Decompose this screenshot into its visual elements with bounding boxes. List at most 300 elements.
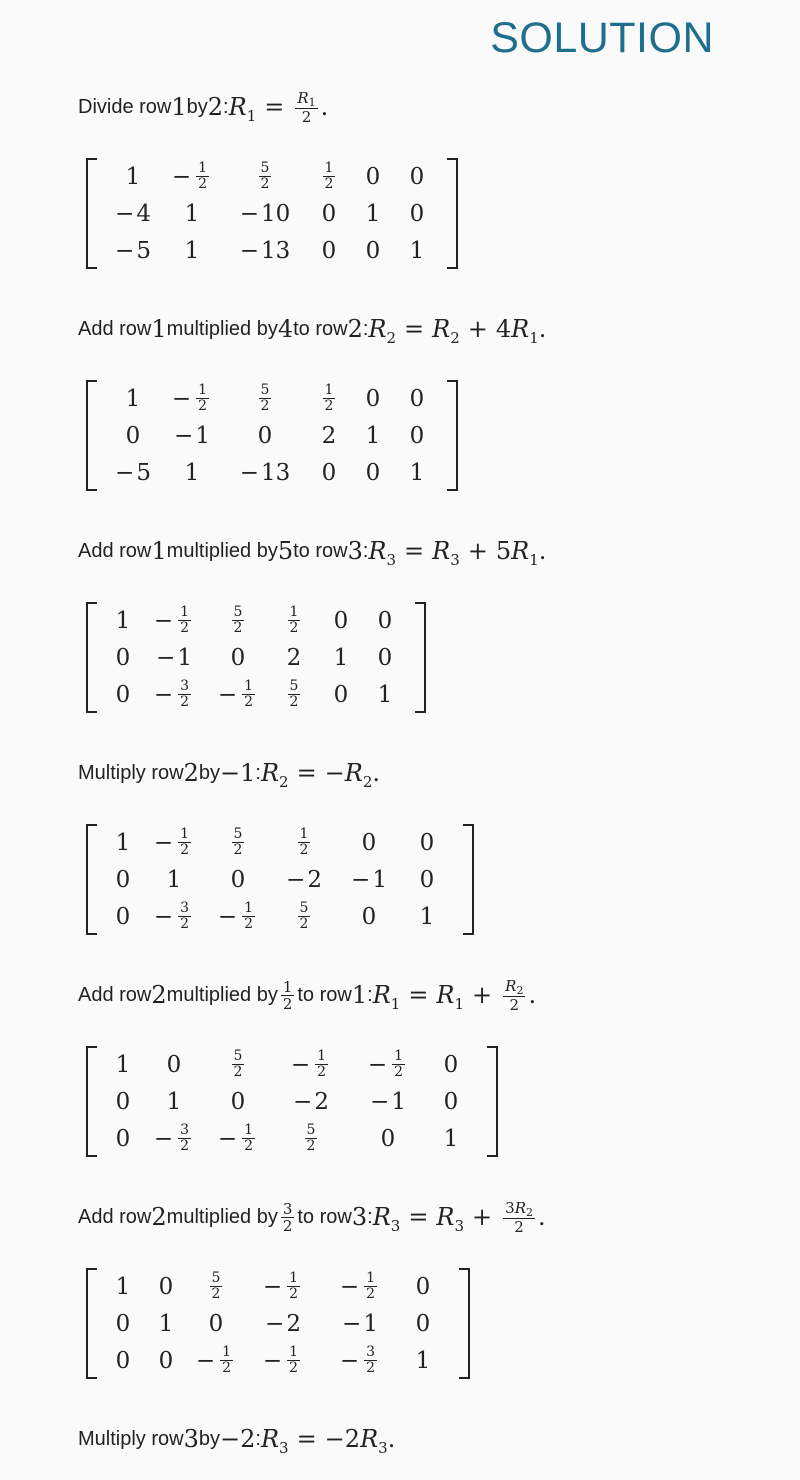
fraction-denominator: 2 (180, 620, 190, 636)
math-number: . (538, 315, 547, 343)
fraction-denominator: 2 (180, 916, 190, 932)
cell-value: 1 (177, 644, 192, 671)
matrix-cell (223, 158, 307, 195)
cell-value: 0 (115, 1125, 131, 1152)
cell-value: 0 (409, 422, 425, 449)
math-operator: = (408, 981, 429, 1009)
fraction-numerator: 1 (317, 1048, 327, 1064)
matrix-cell (351, 232, 395, 269)
fraction-denominator: 2 (180, 1138, 190, 1154)
minus-sign: − (217, 1125, 238, 1152)
solution-heading: SOLUTION (490, 14, 714, 62)
matrix-cell (141, 1120, 207, 1157)
matrix-cell (207, 824, 269, 861)
matrix-cell (325, 1268, 395, 1305)
right-bracket (487, 1046, 498, 1157)
cell-value: 0 (158, 1347, 174, 1374)
matrix-cell (105, 861, 141, 898)
math-number: . (387, 1425, 396, 1453)
matrix-cell (207, 1120, 269, 1157)
matrix-cell (395, 1268, 451, 1305)
matrix-cell (307, 454, 351, 491)
cell-value: 0 (361, 829, 377, 856)
minus-sign: − (115, 237, 135, 264)
row-subscript: 1 (308, 95, 316, 109)
fraction-numerator: 5 (260, 382, 270, 398)
right-bracket (447, 158, 458, 269)
row-subscript: 1 (529, 329, 539, 347)
minus-sign: − (339, 1347, 360, 1374)
fraction-numerator (295, 90, 317, 109)
fraction-denominator: 2 (366, 1286, 376, 1302)
matrix-cell (105, 676, 141, 713)
row-subscript: 2 (279, 773, 289, 791)
fraction-numerator: 3 (180, 678, 190, 694)
fraction-denominator: 2 (509, 995, 520, 1014)
matrix-cell (141, 1046, 207, 1083)
cell-value: 0 (419, 829, 435, 856)
matrix-cell (141, 1342, 191, 1379)
matrix-cell (223, 232, 307, 269)
fraction-denominator: 2 (289, 1286, 299, 1302)
cell-value: 0 (377, 644, 393, 671)
text-run: : (362, 317, 369, 340)
math-number: − (324, 759, 345, 787)
matrix-cell (207, 898, 269, 935)
text-run: to row (293, 539, 348, 562)
matrix-grid (97, 158, 447, 269)
fraction-denominator: 2 (289, 694, 299, 710)
math-number: 1 (151, 537, 167, 565)
text-run: : (367, 983, 373, 1006)
matrix-cell (325, 1342, 395, 1379)
matrix-cell (105, 232, 161, 269)
matrix-cell (161, 417, 223, 454)
minus-sign: − (153, 1125, 174, 1152)
fraction-numerator: 5 (260, 160, 270, 176)
augmented-matrix (86, 824, 474, 935)
step-text (78, 1194, 546, 1240)
fraction-denominator: 2 (324, 398, 334, 414)
text-run: : (223, 95, 229, 118)
fraction (315, 1049, 328, 1080)
text-run: Divide row (78, 95, 172, 118)
matrix-cell (269, 861, 339, 898)
cell-value: 1 (125, 385, 141, 412)
minus-sign: − (217, 681, 238, 708)
matrix-cell (269, 1046, 353, 1083)
cell-value: 1 (365, 422, 381, 449)
fraction (196, 161, 209, 192)
minus-sign: − (115, 200, 135, 227)
fraction-numerator: 1 (289, 604, 299, 620)
matrix-cell (339, 861, 399, 898)
matrix-cell (105, 1046, 141, 1083)
cell-value: 1 (115, 829, 131, 856)
matrix-cell (399, 898, 455, 935)
row-reference: $R_3$ (368, 537, 397, 569)
matrix-cell (351, 158, 395, 195)
left-bracket (86, 824, 97, 935)
matrix-cell (307, 417, 351, 454)
matrix-cell (353, 1083, 423, 1120)
matrix-cell (423, 1120, 479, 1157)
row-reference: $R_2$ (432, 315, 460, 347)
row-subscript: 1 (246, 107, 257, 125)
cell-value: 0 (166, 1051, 182, 1078)
cell-value: 1 (195, 422, 210, 449)
matrix-cell (105, 602, 141, 639)
matrix-cell (319, 676, 363, 713)
matrix-cell (269, 898, 339, 935)
matrix-cell (141, 898, 207, 935)
cell-value: 1 (115, 607, 131, 634)
fraction-numerator: 1 (394, 1048, 404, 1064)
text-run: multiplied by (166, 317, 278, 340)
fraction-denominator: 2 (301, 107, 312, 126)
matrix-cell (161, 158, 223, 195)
fraction (288, 605, 301, 636)
fraction (287, 1345, 300, 1376)
matrix-cell (207, 1046, 269, 1083)
math-number: 4 (495, 315, 512, 343)
minus-sign: − (171, 385, 192, 412)
fraction (178, 1123, 191, 1154)
cell-value: 1 (443, 1125, 459, 1152)
fraction (392, 1049, 405, 1080)
matrix-cell (223, 380, 307, 417)
cell-value: 0 (409, 163, 425, 190)
fraction (242, 1123, 255, 1154)
matrix-cell (207, 1083, 269, 1120)
matrix-cell (319, 602, 363, 639)
fraction-numerator: 1 (299, 826, 309, 842)
matrix-cell (399, 861, 455, 898)
cell-value: 0 (365, 237, 381, 264)
cell-value: 1 (333, 644, 349, 671)
fraction (178, 827, 191, 858)
fraction (323, 383, 336, 414)
matrix-cell (161, 380, 223, 417)
matrix-cell (399, 824, 455, 861)
cell-value: 0 (419, 866, 435, 893)
fraction-denominator: 2 (324, 176, 334, 192)
minus-sign: − (153, 903, 174, 930)
row-subscript: 2 (526, 1205, 533, 1219)
math-number: 1 (171, 93, 187, 121)
row-subscript: 2 (362, 773, 373, 791)
math-number: 2 (207, 93, 224, 121)
cell-value: 1 (125, 163, 141, 190)
cell-value: 5 (136, 237, 151, 264)
fraction-denominator: 2 (282, 994, 293, 1013)
fraction-denominator: 2 (299, 916, 309, 932)
matrix-cell (395, 232, 439, 269)
matrix-cell (423, 1046, 479, 1083)
fraction (364, 1271, 377, 1302)
matrix-cell (223, 417, 307, 454)
cell-value: 0 (115, 644, 131, 671)
math-operator: + (472, 1203, 493, 1231)
cell-value: 0 (365, 385, 381, 412)
fraction (242, 679, 255, 710)
left-bracket (86, 380, 97, 491)
matrix-grid (97, 602, 415, 713)
row-reference: $R_2$ (260, 759, 289, 791)
cell-value: 0 (380, 1125, 396, 1152)
matrix-cell (325, 1305, 395, 1342)
matrix-cell (307, 380, 351, 417)
matrix-cell (105, 1268, 141, 1305)
cell-value: 0 (230, 866, 246, 893)
row-reference: $R_2$ (368, 315, 397, 347)
fraction-numerator: 5 (289, 678, 299, 694)
text-run: : (367, 1205, 373, 1228)
fraction-denominator: 2 (233, 1064, 243, 1080)
fraction (242, 901, 255, 932)
matrix-cell (207, 676, 269, 713)
math-number: . (372, 759, 381, 787)
math-number: 2 (151, 981, 167, 1009)
fraction-denominator: 2 (180, 694, 190, 710)
fraction-numerator: 1 (289, 1344, 299, 1360)
matrix-cell (105, 417, 161, 454)
math-number: . (538, 1203, 546, 1231)
minus-sign: − (174, 422, 194, 449)
matrix-cell (105, 1083, 141, 1120)
fraction-denominator: 2 (244, 916, 254, 932)
matrix-cell (319, 639, 363, 676)
fraction-numerator: 1 (289, 1270, 299, 1286)
fraction-numerator: 3 (366, 1344, 376, 1360)
matrix-grid (97, 1046, 487, 1157)
cell-value: 0 (409, 200, 425, 227)
matrix-cell (141, 1305, 191, 1342)
matrix-cell (395, 1305, 451, 1342)
matrix-cell (353, 1046, 423, 1083)
minus-sign: − (217, 903, 238, 930)
fraction (323, 161, 336, 192)
row-reference: $R_1$ (511, 315, 539, 347)
matrix-cell (307, 232, 351, 269)
cell-value: 0 (443, 1051, 459, 1078)
minus-sign: − (239, 459, 259, 486)
step-text (78, 528, 546, 574)
matrix-cell (105, 1305, 141, 1342)
row-subscript: 1 (390, 995, 401, 1013)
text-run: multiplied by (166, 539, 278, 562)
matrix-cell (269, 1120, 353, 1157)
matrix-cell (339, 898, 399, 935)
row-subscript: 3 (450, 551, 460, 569)
left-bracket (86, 158, 97, 269)
cell-value: 0 (415, 1273, 431, 1300)
text-run: Multiply row (78, 1427, 184, 1450)
minus-sign: − (370, 1088, 390, 1115)
cell-value: 0 (257, 422, 273, 449)
cell-value: 4 (136, 200, 151, 227)
text-run: : (255, 1427, 261, 1450)
fraction-numerator: 1 (366, 1270, 376, 1286)
matrix-cell (191, 1305, 241, 1342)
math-operator: = (404, 537, 425, 565)
matrix-cell (141, 676, 207, 713)
cell-value: 1 (391, 1088, 406, 1115)
text-run: Add row (78, 983, 152, 1006)
matrix-cell (105, 1342, 141, 1379)
math-number: 5 (277, 537, 294, 565)
matrix-cell (423, 1083, 479, 1120)
text-run: to row (297, 1205, 352, 1228)
math-number: . (538, 537, 547, 565)
fraction-denominator: 2 (282, 1216, 293, 1235)
matrix-cell (395, 417, 439, 454)
fraction (232, 827, 245, 858)
math-operator: + (467, 315, 488, 343)
cell-value: 1 (372, 866, 387, 893)
cell-value: 0 (115, 903, 131, 930)
text-run: by (198, 1427, 220, 1450)
row-reference: $R_1$ (436, 981, 465, 1013)
math-number: 1 (351, 981, 368, 1009)
cell-value: 1 (365, 200, 381, 227)
fraction-numerator: 1 (282, 977, 293, 996)
minus-sign: − (342, 1310, 362, 1337)
left-bracket (86, 602, 97, 713)
fraction-numerator: 5 (306, 1122, 316, 1138)
fraction (232, 605, 245, 636)
minus-sign: − (293, 1088, 313, 1115)
matrix-cell (351, 417, 395, 454)
minus-sign: − (171, 163, 192, 190)
minus-sign: − (239, 200, 259, 227)
cell-value: 0 (115, 866, 131, 893)
cell-value: 0 (443, 1088, 459, 1115)
cell-value: 1 (184, 200, 200, 227)
matrix-cell (141, 824, 207, 861)
row-subscript: 2 (450, 329, 460, 347)
matrix-grid (97, 380, 447, 491)
cell-value: 1 (158, 1310, 174, 1337)
math-number: 5 (495, 537, 512, 565)
fraction-denominator: 2 (317, 1064, 327, 1080)
text-run: Add row (78, 539, 152, 562)
fraction-denominator: 2 (514, 1217, 524, 1236)
text-run: Multiply row (78, 761, 184, 784)
step-description (78, 84, 328, 130)
minus-sign: − (195, 1347, 216, 1374)
row-reference: $R_2$ (344, 759, 373, 791)
cell-value: 2 (321, 422, 337, 449)
fraction-numerator: 1 (324, 160, 334, 176)
matrix-cell (207, 602, 269, 639)
minus-sign: − (153, 681, 174, 708)
cell-value: 0 (115, 681, 131, 708)
fraction (295, 90, 317, 125)
fraction-denominator: 2 (233, 620, 243, 636)
fraction-numerator: 1 (198, 160, 208, 176)
matrix-cell (395, 158, 439, 195)
matrix-cell (207, 861, 269, 898)
matrix-cell (351, 380, 395, 417)
coefficient: 3 (505, 1198, 515, 1217)
text-run: multiplied by (166, 1205, 278, 1228)
cell-value: 1 (409, 459, 425, 486)
matrix-cell (141, 639, 207, 676)
cell-value: 0 (115, 1347, 131, 1374)
fraction-numerator: 5 (233, 604, 243, 620)
minus-sign: − (262, 1347, 283, 1374)
cell-value: 1 (166, 866, 182, 893)
matrix-cell (307, 195, 351, 232)
fraction-denominator: 2 (198, 398, 208, 414)
fraction-denominator: 2 (289, 620, 299, 636)
fraction (503, 978, 525, 1013)
step-text (78, 306, 546, 352)
fraction (259, 383, 272, 414)
fraction (220, 1345, 233, 1376)
matrix-cell (191, 1342, 241, 1379)
fraction-numerator: 1 (222, 1344, 232, 1360)
minus-sign: − (339, 1273, 360, 1300)
text-run: multiplied by (166, 983, 278, 1006)
math-operator: = (264, 93, 285, 121)
minus-sign: − (290, 1051, 311, 1078)
matrix-cell (395, 1342, 451, 1379)
row-reference: $R_3$ (260, 1425, 289, 1457)
right-bracket (447, 380, 458, 491)
matrix-cell (269, 824, 339, 861)
fraction-numerator: 1 (244, 1122, 254, 1138)
matrix-cell (105, 1120, 141, 1157)
fraction-numerator (503, 978, 525, 997)
fraction-numerator: 1 (244, 900, 254, 916)
matrix-cell (395, 380, 439, 417)
cell-value: 5 (136, 459, 151, 486)
row-subscript: 3 (454, 1217, 465, 1235)
cell-value: 0 (361, 903, 377, 930)
matrix-cell (105, 639, 141, 676)
math-operator: = (404, 315, 425, 343)
fraction (210, 1271, 223, 1302)
fraction-numerator: 5 (233, 826, 243, 842)
step-description (78, 1416, 395, 1462)
step-text (78, 84, 328, 130)
augmented-matrix (86, 380, 458, 491)
minus-sign: − (239, 237, 259, 264)
cell-value: 0 (115, 1088, 131, 1115)
matrix-cell (141, 1268, 191, 1305)
minus-sign: − (286, 866, 306, 893)
left-bracket (86, 1268, 97, 1379)
row-reference: $R_3$ (372, 1203, 401, 1235)
matrix-cell (269, 602, 319, 639)
matrix-cell (395, 195, 439, 232)
fraction-numerator: 1 (244, 678, 254, 694)
math-number: 2 (151, 1203, 167, 1231)
text-run: by (186, 95, 208, 118)
fraction-denominator: 2 (244, 1138, 254, 1154)
minus-sign: − (262, 1273, 283, 1300)
matrix-cell (105, 898, 141, 935)
fraction (298, 901, 311, 932)
matrix-cell (161, 195, 223, 232)
math-operator: = (408, 1203, 429, 1231)
fraction (259, 161, 272, 192)
math-operator: = (296, 1425, 317, 1453)
math-number: 3 (351, 1203, 368, 1231)
cell-value: 1 (377, 681, 393, 708)
